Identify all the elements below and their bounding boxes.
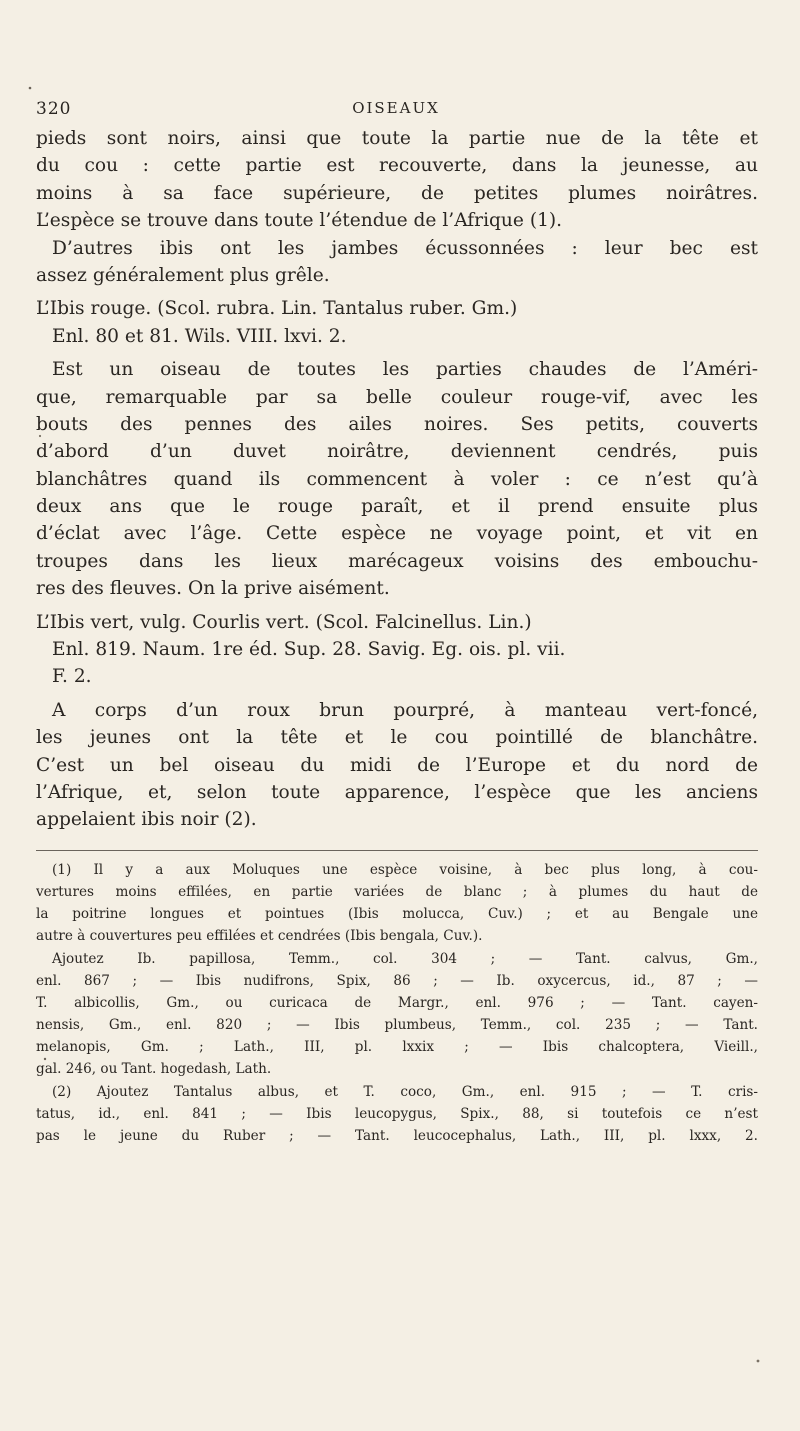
- running-title: OISEAUX: [352, 99, 440, 117]
- text-line: Enl. 819. Naum. 1re éd. Sup. 28. Savig. Eg. ois. pl. vii.: [52, 639, 566, 661]
- footnote-line: (1) Il y a aux Moluques une espèce voisine, à bec plus long, à cou-: [52, 861, 758, 878]
- text-line: deux ans que le rouge paraît, et il prend ensuite plus: [36, 496, 758, 518]
- footnote-line: pas le jeune du Ruber ; — Tant. leucocephalus, Lath., III, pl. lxxx, 2.: [36, 1128, 758, 1145]
- text-line: Enl. 80 et 81. Wils. VIII. lxvi. 2.: [52, 325, 347, 347]
- text-line: F. 2.: [52, 666, 92, 688]
- footnote-line: T. albicollis, Gm., ou curicaca de Margr., enl. 976 ; — Tant. cayen-: [36, 994, 758, 1011]
- text-line: blanchâtres quand ils commencent à voler : ce n’est qu’à: [36, 468, 758, 490]
- footnote-line: autre à couvertures peu effilées et cendrées (Ibis bengala, Cuv.).: [36, 928, 483, 945]
- text-line: L’espèce se trouve dans toute l’étendue de l’Afrique (1).: [36, 210, 563, 232]
- footnote-line: melanopis, Gm. ; Lath., III, pl. lxxix ; — Ibis chalcoptera, Vieill.,: [36, 1039, 758, 1056]
- text-line: d’éclat avec l’âge. Cette espèce ne voyage point, et vit en: [36, 523, 758, 545]
- text-line: moins à sa face supérieure, de petites plumes noirâtres.: [36, 182, 758, 204]
- footnote-line: vertures moins effilées, en partie variées de blanc ; à plumes du haut de: [36, 883, 758, 900]
- text-line: du cou : cette partie est recouverte, dans la jeunesse, au: [36, 155, 758, 177]
- footnote-line: nensis, Gm., enl. 820 ; — Ibis plumbeus, Temm., col. 235 ; — Tant.: [36, 1017, 758, 1034]
- text-line: les jeunes ont la tête et le cou pointillé de blanchâtre.: [36, 727, 758, 749]
- page-number: 320: [36, 99, 72, 119]
- text-line: assez généralement plus grêle.: [36, 264, 330, 286]
- text-line: bouts des pennes des ailes noires. Ses petits, couverts: [36, 413, 758, 435]
- footnote-line: la poitrine longues et pointues (Ibis molucca, Cuv.) ; et au Bengale une: [36, 906, 758, 923]
- text-line: L’Ibis vert, vulg. Courlis vert. (Scol. Falcinellus. Lin.): [36, 611, 532, 633]
- text-line: C’est un bel oiseau du midi de l’Europe et du nord de: [36, 754, 758, 776]
- text-line: troupes dans les lieux marécageux voisins des embouchu-: [36, 550, 758, 572]
- text-line: d’abord d’un duvet noirâtre, deviennent cendrés, puis: [36, 441, 758, 463]
- text-line: D’autres ibis ont les jambes écussonnées : leur bec est: [52, 237, 758, 259]
- footnote-line: (2) Ajoutez Tantalus albus, et T. coco, Gm., enl. 915 ; — T. cris-: [52, 1083, 758, 1100]
- footnote-line: gal. 246, ou Tant. hogedash, Lath.: [36, 1061, 272, 1078]
- text-line: appelaient ibis noir (2).: [36, 809, 257, 831]
- footnote-line: Ajoutez Ib. papillosa, Temm., col. 304 ; — Tant. calvus, Gm.,: [52, 950, 758, 967]
- text-line: Est un oiseau de toutes les parties chaudes de l’Améri-: [52, 359, 758, 381]
- footnote-line: enl. 867 ; — Ibis nudifrons, Spix, 86 ; — Ib. oxycercus, id., 87 ; —: [36, 972, 758, 989]
- text-line: res des fleuves. On la prive aisément.: [36, 578, 390, 600]
- text-line: que, remarquable par sa belle couleur rouge-vif, avec les: [36, 386, 758, 408]
- text-line: L’Ibis rouge. (Scol. rubra. Lin. Tantalus ruber. Gm.): [36, 298, 518, 320]
- footnote-line: tatus, id., enl. 841 ; — Ibis leucopygus, Spix., 88, si toutefois ce n’est: [36, 1105, 758, 1122]
- text-line: pieds sont noirs, ainsi que toute la partie nue de la tête et: [36, 128, 758, 149]
- text-line: A corps d’un roux brun pourpré, à manteau vert-foncé,: [52, 699, 758, 721]
- text-line: l’Afrique, et, selon toute apparence, l’espèce que les anciens: [36, 781, 758, 803]
